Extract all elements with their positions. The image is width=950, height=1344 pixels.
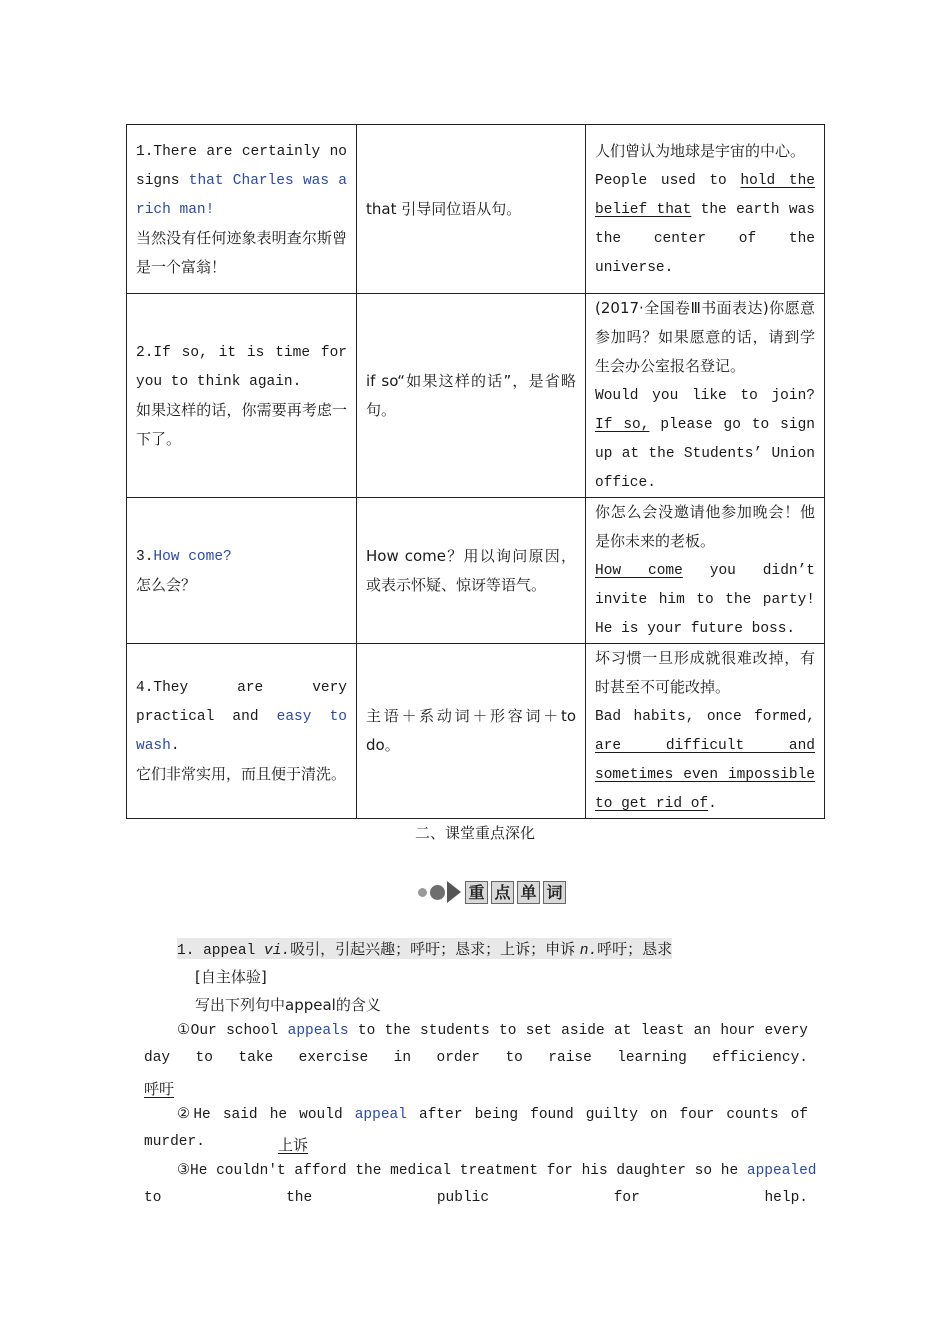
phrase-table (126, 124, 825, 819)
note-cell: How come？用以询问原因，或表示怀疑、惊讶等语气。 (357, 498, 586, 644)
underlined-phrase: are difficult and sometimes even impossible to get rid of (595, 738, 815, 812)
example-cell: 你怎么会没邀请他参加晚会！他是你未来的老板。 How come you didn’t invite him to the party! He is your future boss. (586, 498, 825, 644)
banner-char: 单 (517, 881, 540, 904)
table-row (127, 294, 825, 498)
banner-char: 词 (543, 881, 566, 904)
table-row (127, 125, 825, 294)
key-words-banner (418, 877, 566, 907)
sentence-cell: 3.How come? 怎么会？ (127, 498, 357, 644)
note-cell: that 引导同位语从句。 (357, 125, 586, 294)
sentence-cell: 1.There are certainly no signs that Charles was a rich man! 当然没有任何迹象表明查尔斯曾是一个富翁！ (127, 125, 357, 294)
small-dot-icon (418, 888, 427, 897)
sentence-line: murder. (144, 1134, 205, 1150)
highlight-phrase: easy to wash (136, 709, 347, 754)
example-cell: 坏习惯一旦形成就很难改掉，有时甚至不可能改掉。 Bad habits, once formed, are difficult and sometimes even impossible to get rid of. (586, 644, 825, 819)
vocab-heading: 1. appeal vi.吸引，引起兴趣；呼吁；恳求；上诉；申诉 n.呼吁；恳求 (177, 940, 673, 959)
instruction: 写出下列句中appeal的含义 (195, 996, 381, 1014)
table-row (127, 644, 825, 819)
banner-char: 点 (491, 881, 514, 904)
underlined-phrase: How come (595, 563, 683, 579)
note-cell: 主语＋系动词＋形容词＋to do。 (357, 644, 586, 819)
banner-char: 重 (465, 881, 488, 904)
sentence-cell: 4.They are very practical and easy to wash. 它们非常实用，而且便于清洗。 (127, 644, 357, 819)
sentence-line: ②He said he would appeal after being found guilty on four counts of (177, 1107, 808, 1123)
highlight-phrase: that Charles was a rich man! (136, 172, 347, 218)
note-cell: if so“如果这样的话”，是省略句。 (357, 294, 586, 498)
sentence-line: ③He couldn't afford the medical treatment for his daughter so he appealed (177, 1163, 817, 1179)
large-dot-icon (430, 885, 445, 900)
answer-blank: 呼吁 (144, 1080, 175, 1098)
self-test-label: [自主体验] (195, 968, 267, 986)
section-title: 二、课堂重点深化 (414, 824, 535, 842)
underlined-phrase: hold the belief that (595, 172, 815, 218)
example-cell: (2017·全国卷Ⅲ书面表达)你愿意参加吗？如果愿意的话，请到学生会办公室报名登记。 Would you like to join? If so, please go to sign up at the Students’ Union office. (586, 294, 825, 498)
sentence-line: to the public for help. (144, 1190, 808, 1206)
table-row (127, 498, 825, 644)
arrow-right-icon (447, 881, 461, 903)
example-cell: 人们曾认为地球是宇宙的中心。 People used to hold the belief that the earth was the center of the universe. (586, 125, 825, 294)
answer-blank: 上诉 (278, 1136, 309, 1154)
underlined-phrase: If so, (595, 417, 650, 433)
sentence-cell: 2.If so, it is time for you to think again. 如果这样的话，你需要再考虑一下了。 (127, 294, 357, 498)
sentence-line: ①Our school appeals to the students to set aside at least an hour every (177, 1023, 808, 1039)
highlight-phrase: How come? (153, 548, 232, 565)
sentence-line: day to take exercise in order to raise learning efficiency. (144, 1050, 808, 1066)
